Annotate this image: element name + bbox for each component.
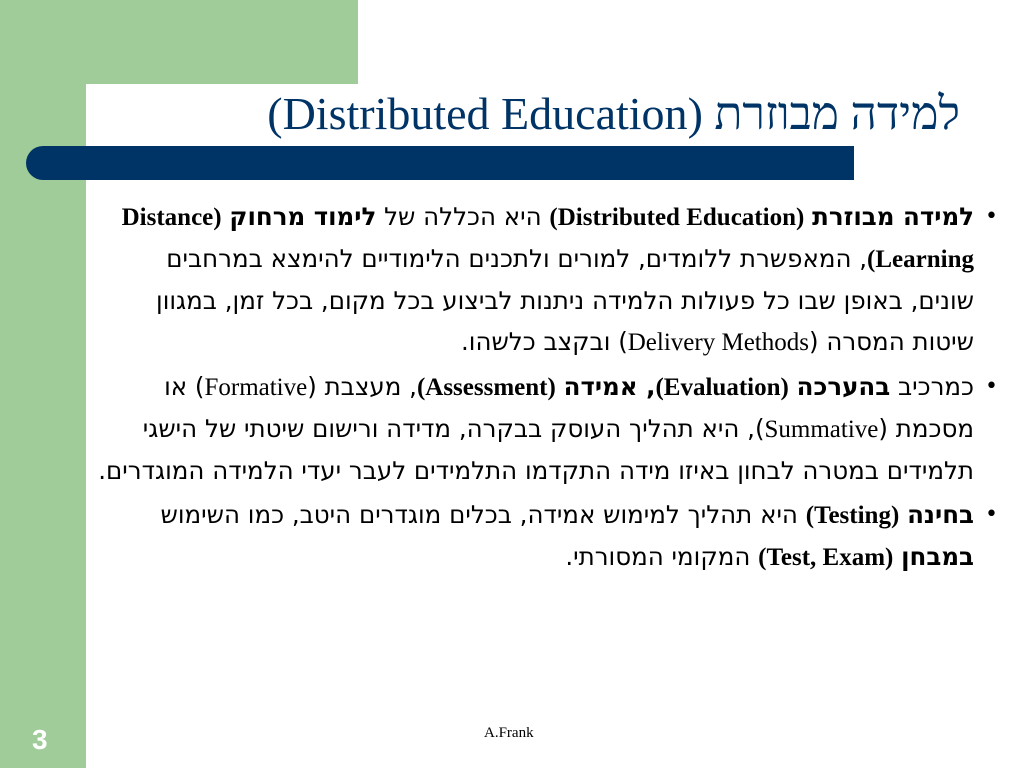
term-english: (Evaluation) [655,374,789,401]
footer-author: A.Frank [484,725,534,741]
bullet-item [96,494,1016,578]
term: אמידה [563,372,638,401]
term-english: (Distance Learning) [121,204,974,273]
term-english: Summative [764,416,879,443]
body-text: ) או מסכמת ( [164,372,974,443]
title-underline-band [26,146,854,180]
slide-title: למידה מבוזרת (Distributed Education) [267,88,960,139]
term: בחינה [907,500,974,529]
body-text: ), היא תהליך העוסק בבקרה, מדידה ורישום שיטתי של הישגי תלמידים במטרה לבחון באיזו מידה התקדמו התלמידים לעבר יעדי הלמידה המוגדרים. [98,414,974,485]
body-text: היא תהליך למימוש אמידה, בכלים מוגדרים היטב, כמו השימוש [160,500,806,529]
bullet-item: • כמרכיב בהערכה (Evaluation), אמידה (Assessment), מעצבת (Formative) או מסכמת (Summative), היא תהליך העוסק בבקרה, מדידה ורישום שיטתי של הישגי תלמידים במטרה לבחון באיזו מידה התקדמו התלמידים לעבר יעדי הלמידה המוגדרים. [96,366,1016,491]
bullet-icon: • [985,204,998,229]
term-english: (Distributed Education) [549,204,805,231]
term-english: (Testing) [805,502,900,529]
body-text: המקומי המסורתי. [565,542,759,571]
body-text: , המאפשרת ללומדים, למורים ולתכנים הלימודיים להימצא במרחבים שונים, באופן שבו כל פעולות הלמידה ניתנות לביצוע בכל מקום, בכל זמן, במגוון שיטות המסרה ( [156,244,974,356]
term-english: Delivery Methods [627,329,809,356]
slide-number: 3 [32,724,48,755]
term-english: Formative [204,374,308,401]
body-text: כמרכיב [890,372,974,401]
left-green-bar [0,0,86,768]
body-text: היא הכללה של [376,202,550,231]
term-english: (Assessment) [416,374,556,401]
body-text: ) ובקצב כלשהו. [460,327,628,356]
term: לימוד מרחוק [229,202,377,231]
term: במבחן [901,542,974,571]
slide-body [96,196,1016,581]
term-english: (Test, Exam) [758,544,894,571]
body-text: , מעצבת ( [307,372,417,401]
bullet-icon: • [985,374,998,399]
term: בהערכה [796,372,891,401]
top-green-block [0,0,358,84]
bullet-icon: • [985,502,998,527]
term: למידה מבוזרת [812,202,974,231]
bullet-item [96,196,1016,363]
